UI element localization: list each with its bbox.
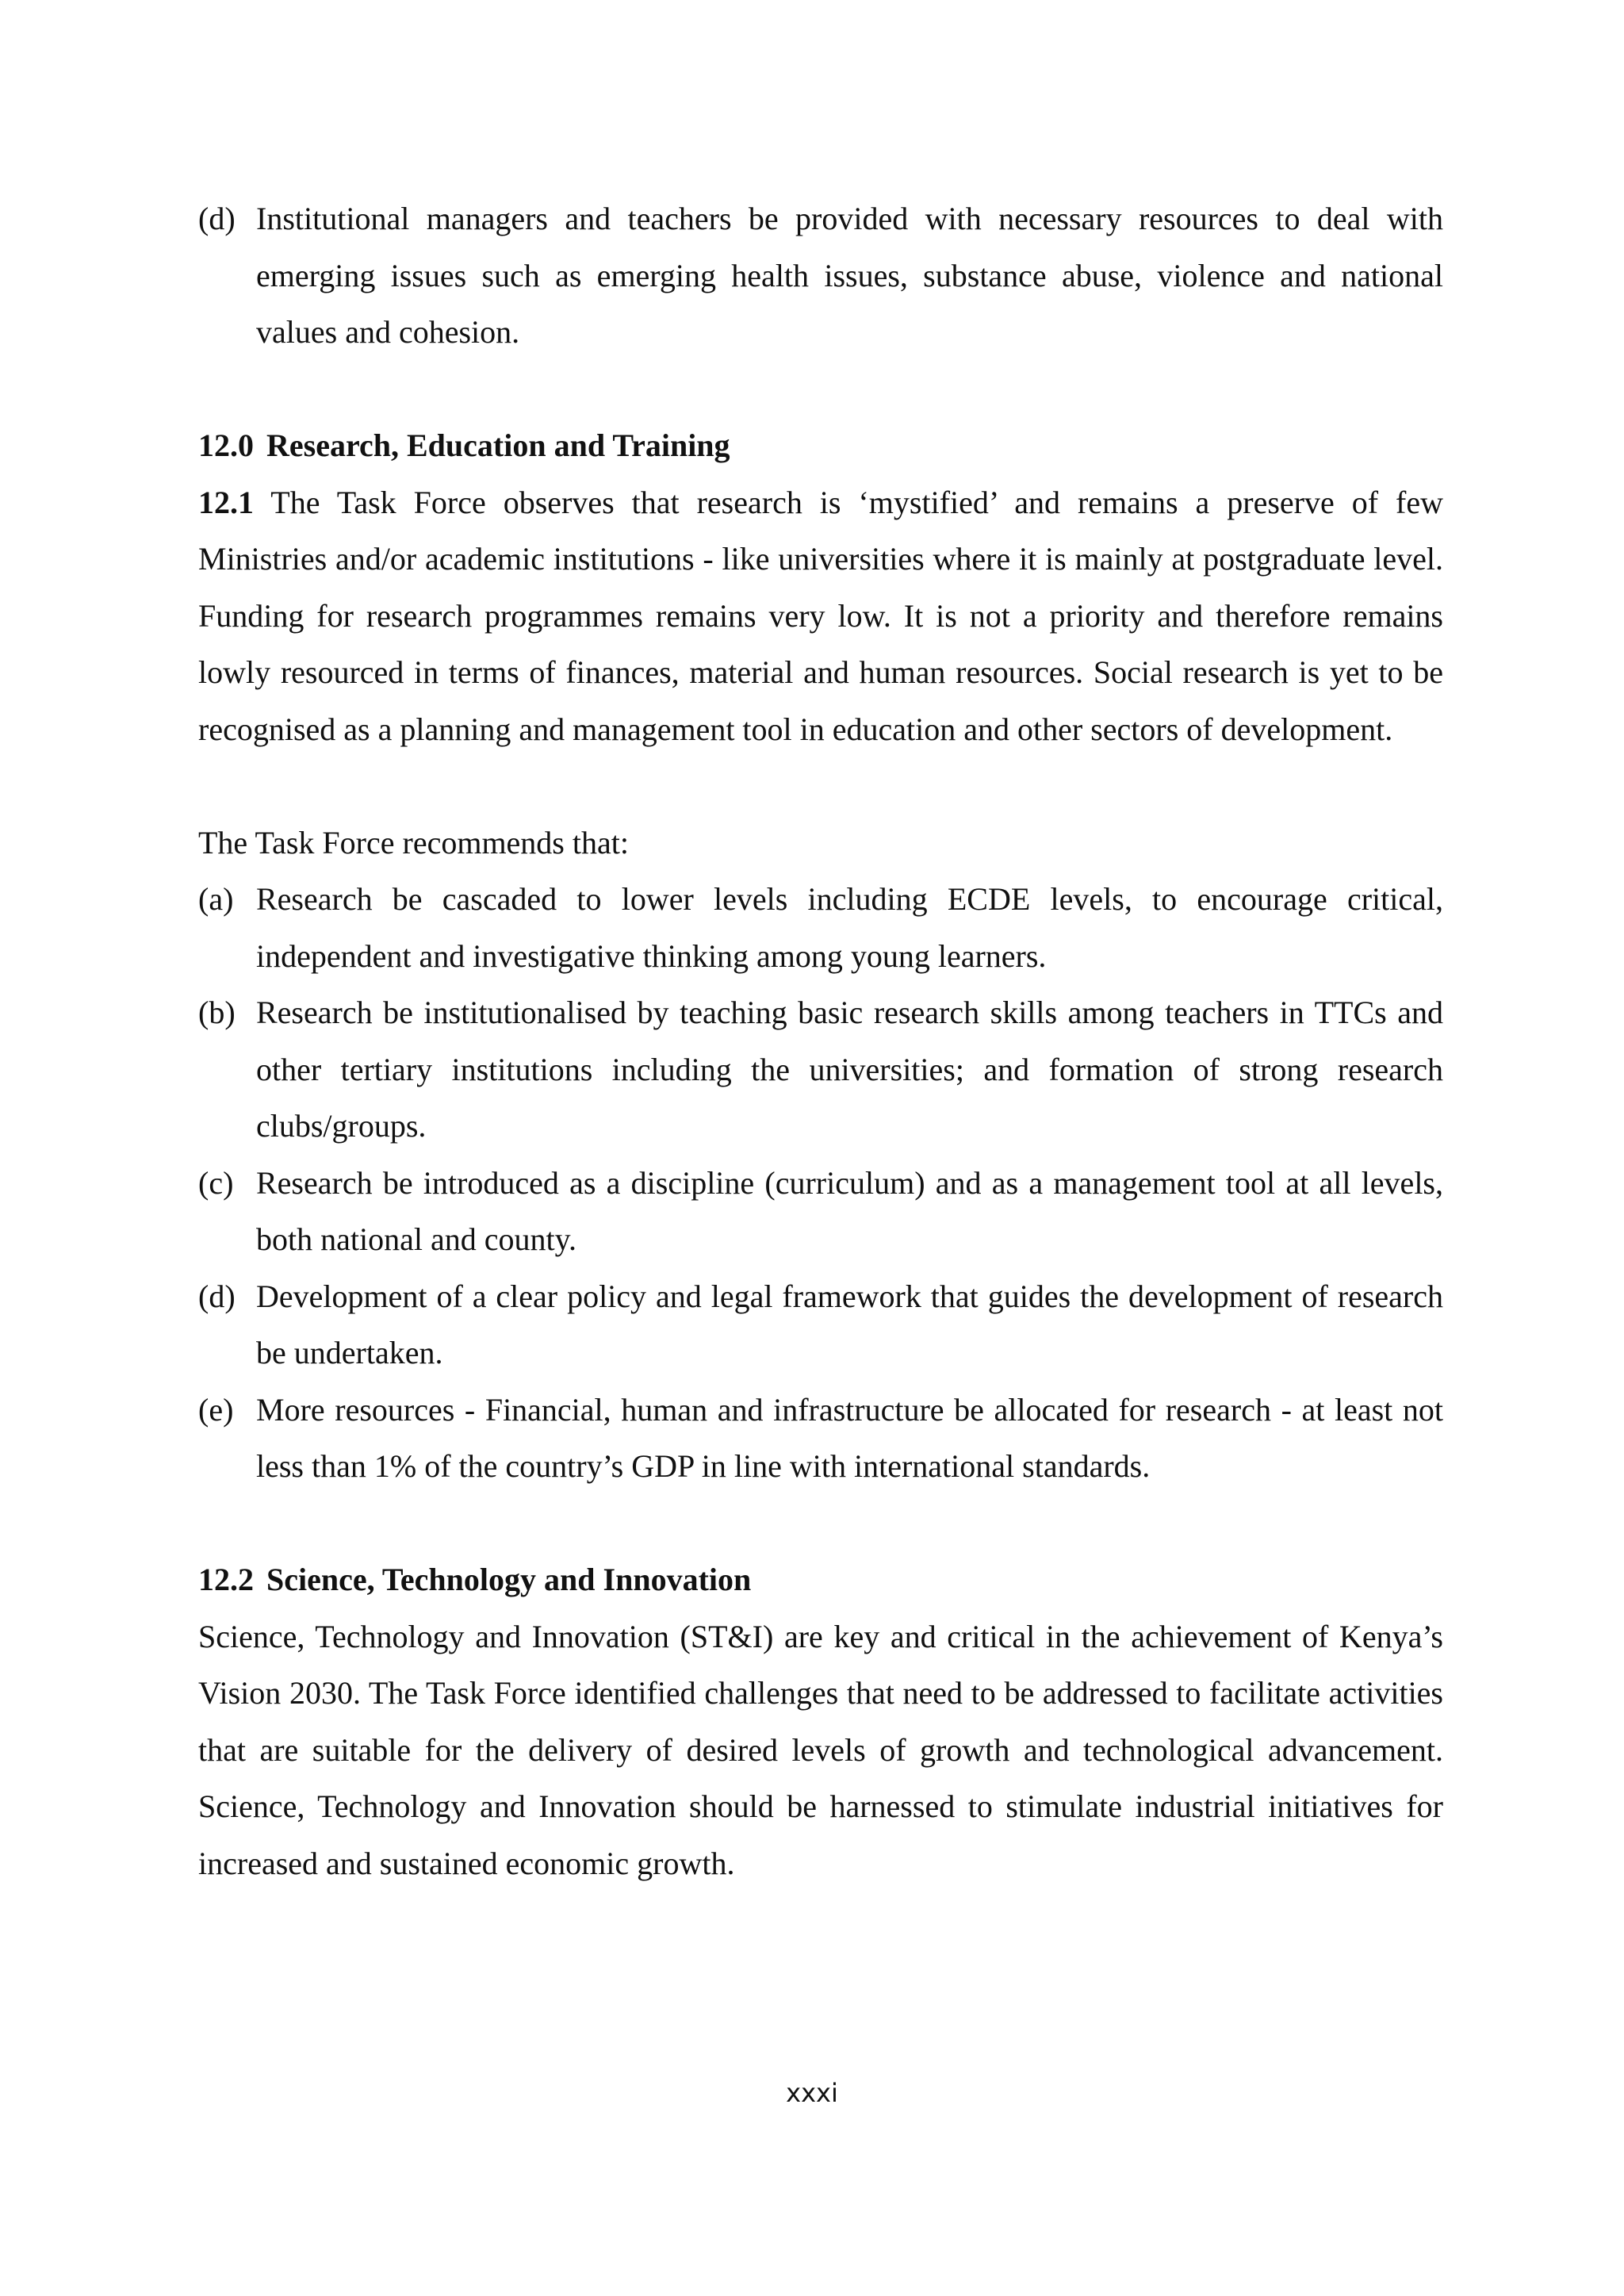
list-item-label: (d) bbox=[198, 1278, 236, 1314]
recommendation-item-b bbox=[198, 984, 1443, 1155]
spacer bbox=[198, 361, 1443, 418]
list-item-label: (a) bbox=[198, 881, 234, 917]
list-item-text: Research be institutionalised by teaching basic research skills among teachers in TTCs and other tertiary institutions including the universities; and formation of strong research clubs/groups. bbox=[256, 995, 1443, 1144]
section-title: Research, Education and Training bbox=[266, 427, 730, 463]
paragraph-12-1 bbox=[198, 474, 1443, 758]
document-page bbox=[198, 190, 1443, 1892]
recommendation-item-c bbox=[198, 1155, 1443, 1268]
section-heading-12-0 bbox=[198, 417, 1443, 474]
list-item-text: Research be cascaded to lower levels including ECDE levels, to encourage critical, independent and investigative thinking among young learners. bbox=[256, 881, 1443, 974]
spacer bbox=[198, 1495, 1443, 1552]
list-item-label: (d) bbox=[198, 201, 236, 236]
list-item-text: Research be introduced as a discipline (curriculum) and as a management tool at all levels, both national and county. bbox=[256, 1164, 1443, 1257]
list-item-text: Development of a clear policy and legal framework that guides the development of research be undertaken. bbox=[256, 1278, 1443, 1370]
paragraph-text: The Task Force observes that research is ‘mystified’ and remains a preserve of few Ministries and/or academic institutions - like universities where it is mainly at postgraduate level. Funding for research programmes remains very low. It is not a priority and therefore remains lowly resourced in terms of finances, material and human resources. Social research is yet to be recognised as a planning and management tool in education and other sectors of development. bbox=[198, 484, 1443, 747]
section-heading-12-2 bbox=[198, 1551, 1443, 1608]
list-item-text: Institutional managers and teachers be provided with necessary resources to deal with emerging issues such as emerging health issues, substance abuse, violence and national values and cohesion. bbox=[256, 201, 1443, 350]
recommendation-item-d bbox=[198, 1268, 1443, 1382]
list-item-label: (e) bbox=[198, 1391, 234, 1428]
list-item-text: More resources - Financial, human and infrastructure be allocated for research - at least not less than 1% of the country’s GDP in line with international standards. bbox=[256, 1391, 1443, 1484]
recommendation-item-e bbox=[198, 1382, 1443, 1495]
intro-list-item-d bbox=[198, 190, 1443, 361]
list-item-label: (b) bbox=[198, 995, 236, 1030]
page-number: xxxi bbox=[786, 2078, 838, 2108]
spacer bbox=[198, 757, 1443, 815]
section-number: 12.0 bbox=[198, 427, 254, 463]
recommendations-lead: The Task Force recommends that: bbox=[198, 824, 629, 861]
list-item-label: (c) bbox=[198, 1164, 234, 1201]
section-number: 12.2 bbox=[198, 1562, 254, 1597]
paragraph-number: 12.1 bbox=[198, 484, 254, 520]
recommendation-item-a bbox=[198, 871, 1443, 984]
paragraph-12-2: Science, Technology and Innovation (ST&I) are key and critical in the achievement of Kenya’s Vision 2030. The Task Force identified challenges that need to be addressed to facilitate activities that are suitable for the delivery of desired levels of growth and technological advancement. Science, Technology and Innovation should be harnessed to stimulate industrial initiatives for increased and sustained economic growth. bbox=[198, 1618, 1443, 1881]
section-title: Science, Technology and Innovation bbox=[266, 1562, 752, 1597]
